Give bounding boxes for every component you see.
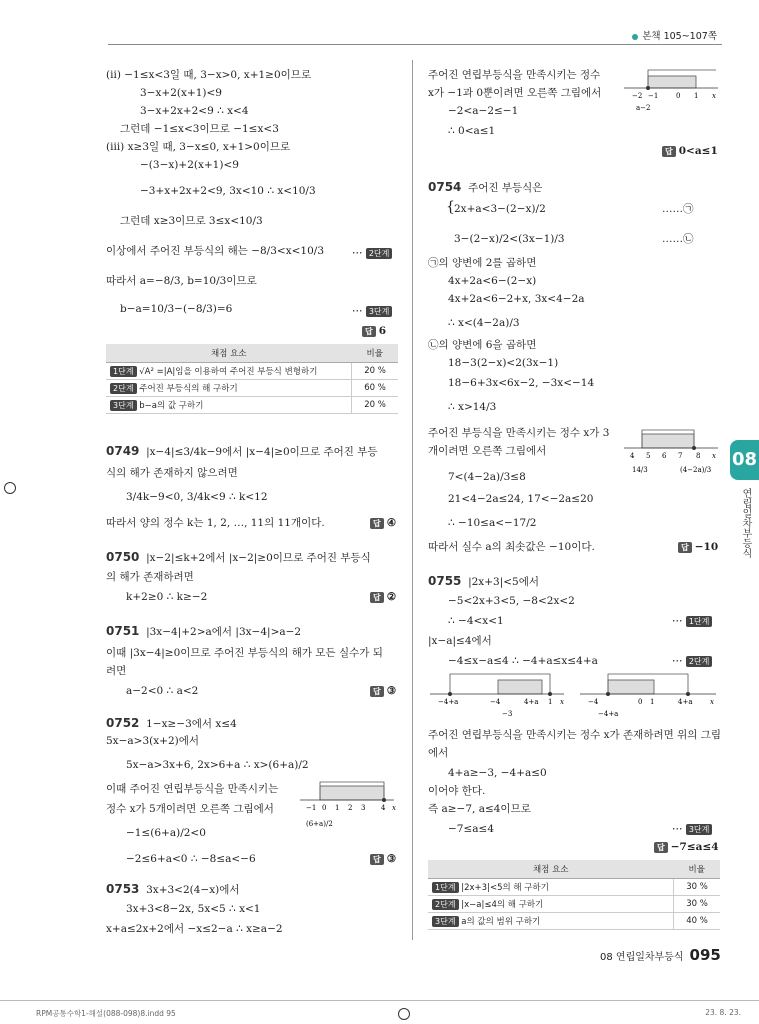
score-table-2: [428, 860, 720, 930]
answer-0748: 답 6: [362, 324, 386, 338]
print-date: 23. 8. 23.: [705, 1008, 741, 1017]
score-table-1: [106, 344, 398, 414]
axis-label: x: [712, 92, 716, 100]
axis-label: x: [560, 698, 564, 706]
registration-mark-icon: [4, 482, 16, 494]
number-line-0752: [298, 778, 398, 836]
tick-label: −4: [490, 698, 501, 706]
math-line: 이상에서 주어진 부등식의 해는 −8/3<x<10/3: [106, 245, 325, 257]
number-line-0755-a: [428, 670, 568, 726]
tick-label: 8: [696, 452, 701, 460]
step-marker: ⋯ 2단계: [672, 654, 712, 668]
table-row: 1단계 √A² =|A|임을 이용하여 주어진 부등식 변형하기 20 %: [106, 363, 398, 380]
tick-label: 0: [676, 92, 681, 100]
math-line: −(3−x)+2(x+1)<9: [140, 159, 239, 171]
tick-label: 6: [662, 452, 667, 460]
tick-label: 2: [348, 804, 353, 812]
number-line-0754: [622, 426, 720, 484]
axis-label: x: [392, 804, 396, 812]
math-line: −3+x+2x+2<9, 3x<10 ∴ x<10/3: [140, 185, 316, 197]
tick-label: −3: [502, 710, 513, 718]
column-divider: [412, 60, 413, 940]
footer-chapter: 08 연립일차부등식: [600, 952, 684, 963]
tick-label: 1: [548, 698, 553, 706]
table-header: 채점 요소: [428, 860, 674, 879]
tick-label: 4+a: [678, 698, 693, 706]
tick-label: −4+a: [438, 698, 459, 706]
number-line-0753: [622, 66, 720, 118]
step-marker: ⋯ 3단계: [352, 304, 392, 318]
tick-label: −4+a: [598, 710, 619, 718]
table-header: 비율: [674, 860, 721, 879]
step-marker: ⋯ 3단계: [672, 822, 712, 836]
table-row: 1단계 |2x+3|<5의 해 구하기 30 %: [428, 879, 720, 896]
step-marker: ⋯ 1단계: [672, 614, 712, 628]
tick-label: −1: [648, 92, 659, 100]
table-header: 채점 요소: [106, 344, 352, 363]
step-marker: ⋯ 2단계: [352, 246, 392, 260]
tick-label: (4−2a)/3: [680, 466, 712, 474]
page-footer: [600, 946, 721, 964]
math-line: 따라서 a=−8/3, b=10/3이므로: [106, 275, 257, 287]
math-line: 3−x+2x+2<9 ∴ x<4: [140, 105, 249, 117]
math-line: b−a=10/3−(−8/3)=6: [120, 303, 233, 315]
tick-label: 4: [630, 452, 635, 460]
chapter-title-vertical: 연립일차부등식: [740, 488, 751, 558]
math-line: (ⅱ) −1≤x<3일 때, 3−x>0, x+1≥0이므로: [106, 69, 312, 81]
registration-mark-icon: [398, 1008, 410, 1020]
tick-label: 4: [381, 804, 386, 812]
tick-label: 3: [361, 804, 366, 812]
tick-label: −1: [306, 804, 317, 812]
tick-label: 0: [638, 698, 643, 706]
dot-icon: [632, 34, 638, 40]
tick-label: −2: [632, 92, 643, 100]
print-file-info: RPM공통수학1-해설(088-098)8.indd 95: [36, 1009, 176, 1018]
chapter-tab: 08: [730, 440, 759, 480]
tick-label: 1: [650, 698, 655, 706]
tick-label: 7: [678, 452, 683, 460]
math-line: (ⅲ) x≥3일 때, 3−x≤0, x+1>0이므로: [106, 141, 291, 153]
tick-label: −4: [588, 698, 599, 706]
tick-label: 0: [322, 804, 327, 812]
axis-label: x: [712, 452, 716, 460]
tick-label: a−2: [636, 104, 651, 112]
math-line: 3−x+2(x+1)<9: [140, 87, 222, 99]
top-rule: [108, 44, 722, 45]
tick-label: 5: [646, 452, 651, 460]
math-line: 그런데 x≥3이므로 3≤x<10/3: [120, 215, 263, 227]
print-rule: [0, 1000, 759, 1001]
book-reference: 본책 105~107쪽: [632, 28, 717, 42]
tick-label: 4+a: [524, 698, 539, 706]
table-row: 3단계 b−a의 값 구하기 20 %: [106, 397, 398, 414]
page-number: 095: [689, 946, 721, 964]
number-line-0755-b: [578, 670, 720, 726]
tick-label: 14/3: [632, 466, 648, 474]
axis-label: x: [710, 698, 714, 706]
tick-label: (6+a)/2: [306, 820, 333, 828]
math-line: 그런데 −1≤x<3이므로 −1≤x<3: [120, 123, 279, 135]
tick-label: 1: [694, 92, 699, 100]
table-header: 비율: [352, 344, 399, 363]
table-row: 3단계 a의 값의 범위 구하기 40 %: [428, 913, 720, 930]
table-row: 2단계 주어진 부등식의 해 구하기 60 %: [106, 380, 398, 397]
tick-label: 1: [335, 804, 340, 812]
table-row: 2단계 |x−a|≤4의 해 구하기 30 %: [428, 896, 720, 913]
